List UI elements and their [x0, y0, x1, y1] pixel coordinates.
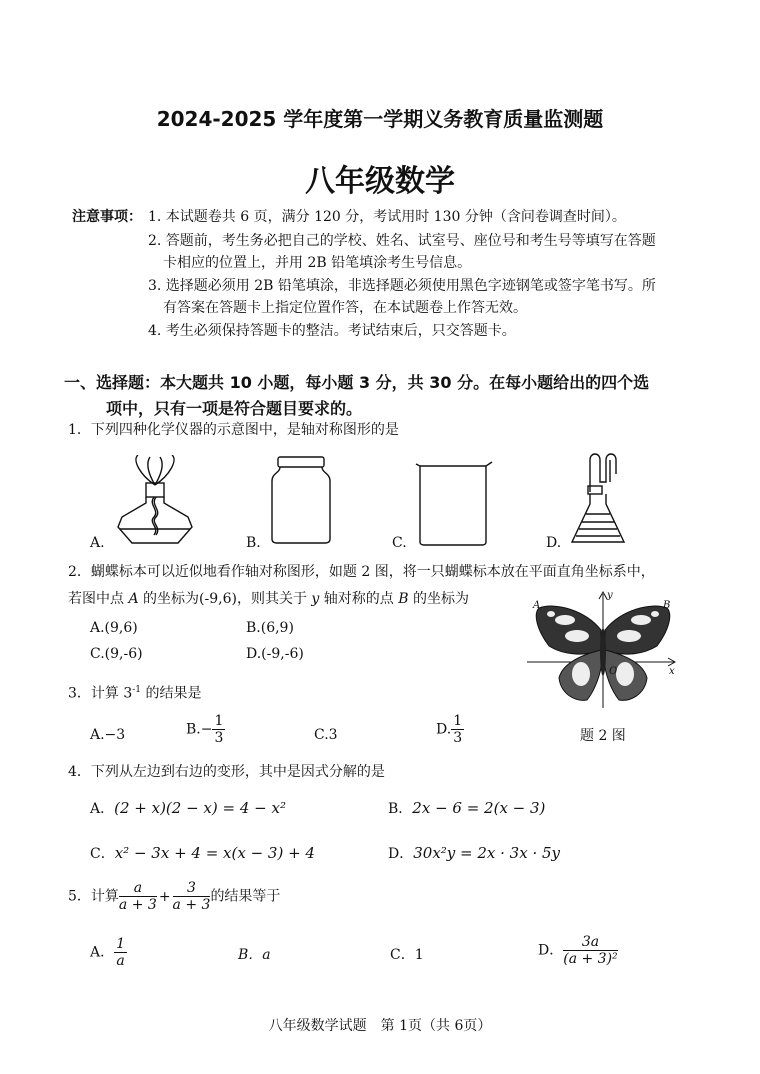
flask-figure — [566, 452, 636, 548]
fig-label-y: y — [607, 590, 613, 601]
q3-option-b: B.− $\frac{1}{3}$ — [186, 713, 224, 746]
q2-option-b: B.(6,9) — [246, 620, 294, 636]
q3-option-d: D. $\frac{1}{3}$ — [436, 713, 463, 746]
butterfly-coordinate-figure — [525, 590, 685, 715]
exam-subject: 八年级数学 — [305, 164, 455, 199]
section-heading: 一、选择题：本大题共 10 小题，每小题 3 分，共 30 分。在每小题给出的四个选 — [64, 373, 650, 392]
fig-label-o: O — [609, 666, 618, 677]
q4-option-d: D．30x²y = 2x · 3x · 5y — [388, 844, 561, 862]
jar-figure — [268, 455, 334, 545]
q2-stem-cont: 若图中点 A 的坐标为(-9,6)，则其关于 y 轴对称的点 B 的坐标为 — [68, 591, 469, 607]
notice-item: 4. 考生必须保持答题卡的整洁。考试结束后，只交答题卡。 — [148, 323, 516, 339]
q5-option-a: A． $\frac{1}{a}$ — [90, 936, 126, 969]
q5-option-d: D． $\frac{3a}{\text{(a + 3)²}}$ — [538, 934, 618, 967]
beaker-figure — [414, 460, 494, 546]
notice-label: 注意事项： — [72, 209, 142, 225]
notice-item: 有答案在答题卡上指定位置作答，在本试题卷上作答无效。 — [163, 300, 527, 316]
q4-option-c: C．x² − 3x + 4 = x(x − 3) + 4 — [90, 844, 315, 862]
q2-option-a: A.(9,6) — [90, 620, 138, 636]
page-footer: 八年级数学试题 第 1页（共 6页） — [268, 1018, 492, 1034]
q5-option-c: C．1 — [390, 947, 424, 963]
fig-label-x: x — [669, 666, 675, 677]
fig-label-b: B — [663, 600, 671, 611]
q2-option-c: C.(9,-6) — [90, 646, 143, 662]
q3-stem: 3．计算 $3^{-1}$ 的结果是 — [68, 685, 202, 702]
exam-title: 2024-2025 学年度第一学期义务教育质量监测题 — [156, 107, 604, 131]
q3-option-a: A.−3 — [90, 727, 126, 743]
notice-item: 2. 答题前，考生务必把自己的学校、姓名、试室号、座位号和考生号等填写在答题 — [148, 233, 656, 249]
q4-option-a: A．(2 + x)(2 − x) = 4 − x² — [90, 799, 286, 817]
q3-option-c: C.3 — [314, 727, 338, 743]
q1-stem: 1．下列四种化学仪器的示意图中，是轴对称图形的是 — [68, 422, 399, 438]
q2-stem: 2．蝴蝶标本可以近似地看作轴对称图形，如题 2 图，将一只蝴蝶标本放在平面直角坐标系中， — [68, 564, 655, 580]
q5-option-b: B．a — [238, 947, 271, 963]
q4-stem: 4．下列从左边到右边的变形，其中是因式分解的是 — [68, 764, 385, 780]
q1-option-a: A. — [90, 535, 105, 551]
figure-caption: 题 2 图 — [580, 728, 626, 744]
notice-item: 卡相应的位置上，并用 2B 铅笔填涂考生号信息。 — [163, 255, 472, 271]
section-heading-cont: 项中，只有一项是符合题目要求的。 — [106, 399, 363, 418]
alcohol-lamp-figure — [110, 455, 200, 550]
notice-item: 1. 本试题卷共 6 页，满分 120 分，考试用时 130 分钟（含问卷调查时间）。 — [148, 209, 626, 225]
q5-stem: 5．计算 $\frac{a}{a + 3}$ + $\frac{3}{a + 3}$ 的结果等于 — [68, 880, 281, 913]
notice-item: 3. 选择题必须用 2B 铅笔填涂，非选择题必须使用黑色字迹钢笔或签字笔书写。所 — [148, 278, 656, 294]
q2-option-d: D.(-9,-6) — [246, 646, 304, 662]
q1-option-b: B. — [246, 535, 261, 551]
fig-label-a: A — [533, 600, 541, 611]
q1-option-c: C. — [392, 535, 407, 551]
q4-option-b: B．2x − 6 = 2(x − 3) — [388, 799, 546, 817]
q1-option-d: D. — [546, 535, 562, 551]
